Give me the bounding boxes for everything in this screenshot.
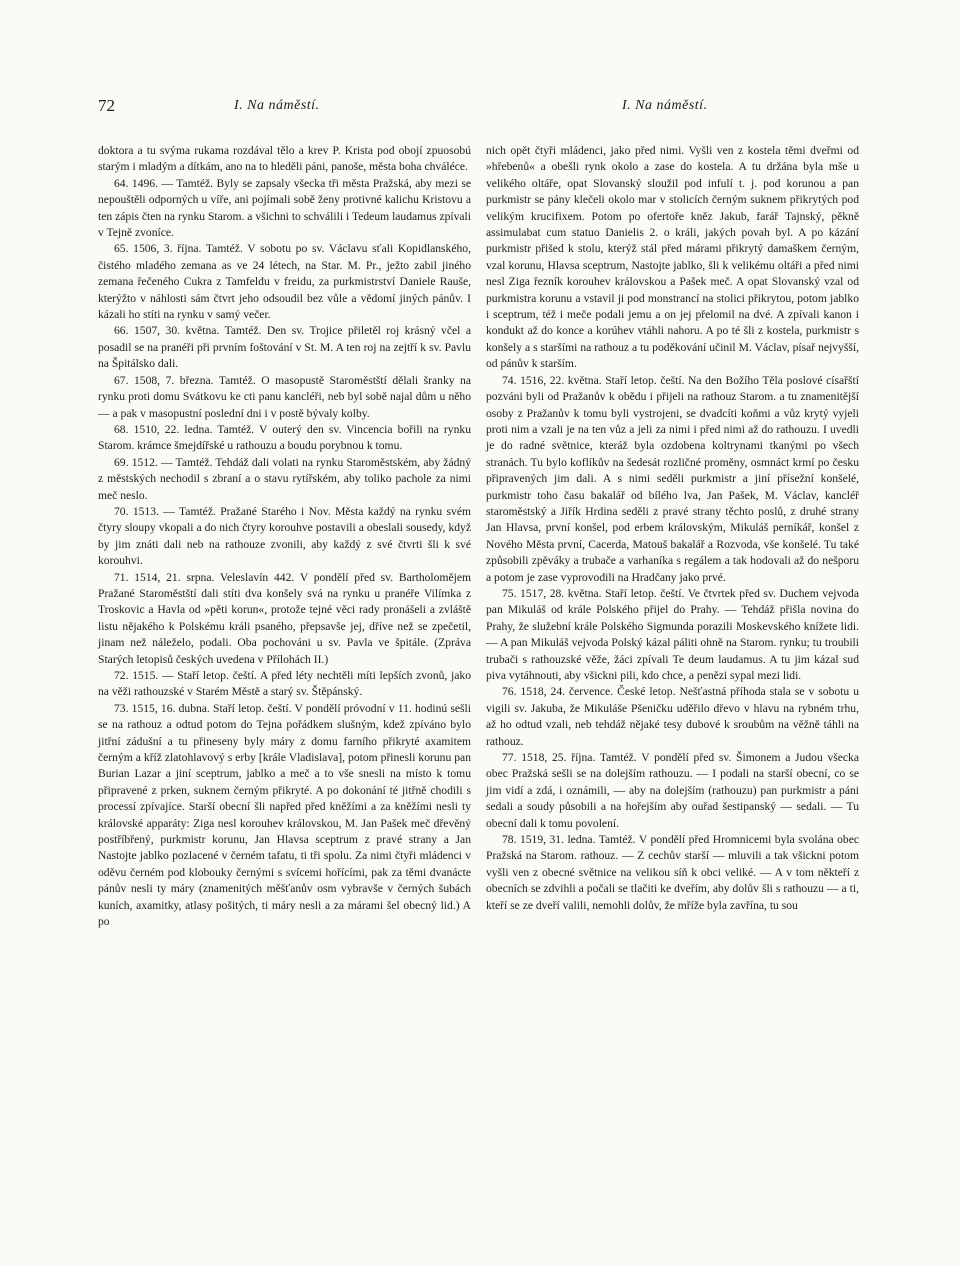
entry-76: 76. 1518, 24. července. České letop. Nešťastná příhoda stala se v sobotu u vigili sv. Jakuba, že Mikuláše Pšeničku uděřilo dřevo v hlavu na rybném trhu, až ho odtud vzali, neb tehdáž nějaké tesy dubové k sroubům na věžně táhli na rathouz.	[486, 685, 859, 748]
entry-75: 75. 1517, 28. května. Staří letop. čeští. Ve čtvrtek před sv. Duchem vejvoda pan Mikuláš od krále Polského přijel do Prahy. — Tehdáž přišla novina do Prahy, že služební krále Polského Sigmunda porazili Moskevského knížete lidi. — A pan Mikuláš vejvoda Polský kázal páliti ohně na Starom. rynku; tu troubili trubači s rathouzské věže, žáci zpívali Te deum laudamus. A tu jim kázal sud piva vytáhnouti, aby všickni pili, kdo chce, a penězi sypal mezi lidi.	[486, 586, 859, 682]
page-header	[98, 96, 858, 120]
left-column	[98, 143, 471, 931]
entry-68: 68. 1510, 22. ledna. Tamtéž. V outerý den sv. Vincencia bořili na rynku Starom. krámce šmejdířské u rathouzu a boudu porybnou k tomu.	[98, 422, 471, 453]
paragraph: nich opět čtyři mládenci, jako před nimi. Vyšli ven z kostela těmi dveřmi od »hřebenů« a obešli rynk okolo a zase do kostela. A tu držána byla mše u velikého oltáře, opat Slovanský sloužil pod infulí t. j. pod korunou a pan purkmistr se pány klečeli okolo mar v stolicích černým suknem přikrytých pod velikým krucifixem. Potom po ofertoře kněz Jakub, farář Tajnský, pěkně assimulabat cum statuo Danielis 2. o králi, jakých povah byl. A po kázání purkmistr přišed k stolu, kterýž stál před márami přikrytý damaškem černým, vzal korunu, Hlavsa sceptrum, Nastojte jablko, šli k velikému oltáři a před nimi nesl Ziga řezník korouhev královskou a Pašek meč. A opat Slovanský vzal od purkmistra korunu a vstavil ji pod monstrancí na stolici přikrytou, potom jablko i sceptrum, též i meče podali jemu a on jej přelomil na dvé. A zpívali kanon i kondukt až do konce a korúhev vtáhli nahoru. A po té šli z kostela, purkmistr s konšely a s staršími na rathouz a tu poděkování učinil M. Václav, písař nejvyšší, od pánův k starším.	[486, 144, 859, 371]
paragraph: doktora a tu svýma rukama rozdával tělo a krev P. Krista pod obojí zpuosobú starým i mladým a dítkám, ano na to hleděli páni, panoše, města boha chváléce.	[98, 144, 471, 174]
entry-74: 74. 1516, 22. května. Staří letop. čeští. Na den Božího Těla poslové císařští pozváni byli od Pražanův k obědu i přijeli na rathouz Starom. a tu znamenitější osoby z Pražanův k tomu byli vystrojeni, se dvadcíti koňmi a vůz krytý vyjeli proti nim a vzali je na ten vůz a jeli za nimi i před nimi až do rathouzu. I uvedli je do radné světnice, kteráž byla ozdobena koltrynami tkanými po všech stranách. Tu bylo koflíkův na šedesát rozličné proměny, osmnáct krmí po česku připravených jim dali. A s nimi seděli purkmistr a jiní přísežní konšelé, purkmistr toho času bakalář od bílého lva, Jan Pašek, M. Václav, kancléř staroměstský a Jiřík Hrdina seděli z pravé strany těchto poslů, z druhé strany Jan Hlavsa, první konšel, pod erbem královským, Mikuláš perníkář, konšel z Nového Města první, Cacerda, Matouš bakalář a Rozvoda, vše konšelé. Tu také způsobili zpěváky a trubače a varhaníka s regálem a tak hodovali až do nešporu a potom je zase vyprovodili na Hradčany jako prvé.	[486, 373, 859, 584]
entry-71: 71. 1514, 21. srpna. Veleslavín 442. V pondělí před sv. Bartholomějem Pražané Staroměstští dali stíti dva konšely svá na rynku u pranéře Vilímka z Troskovic a Havla od »pěti korun«, protože tejné věci rady pronášeli a zvláště listu nějakého k Polskému králi psaného, přepsavše jej, dříve než se zpečetil, jinam než náleželo, podali. Oba pochováni u sv. Pavla ve špitále. (Zpráva Starých letopisů českých uvedena v Přílohách II.)	[98, 570, 471, 666]
running-head-right: I. Na náměstí.	[622, 98, 708, 113]
entry-67: 67. 1508, 7. března. Tamtéž. O masopustě Staroměstští dělali šranky na rynku proti domu Svátkovu ke cti panu kancléři, neb byl sobě najal dům u něho — a pak v masopustní poslední dni i v postě bývaly kolby.	[98, 373, 471, 420]
right-column	[486, 143, 859, 914]
entry-64: 64. 1496. — Tamtéž. Byly se zapsaly všecka tři města Pražská, aby mezi se nepouštěli odporných u víře, ani pojímali sobě ženy protivné kalichu Kristovu a ten zápis čten na rynku Starom. a všichni to schválili i Tedeum laudamus zpívali v Tejně zvoníce.	[98, 176, 471, 240]
entry-69: 69. 1512. — Tamtéž. Tehdáž dali volati na rynku Staroměstském, aby žádný z městských nechodil s zbraní a o stavu rytířském, aby toliko pachole za nimi meč neslo.	[98, 455, 471, 502]
entry-73: 73. 1515, 16. dubna. Staří letop. čeští. V pondělí próvodní v 11. hodinú sešli se na rathouz a odtud potom do Tejna pořádkem slušným, kdež zpíváno bylo jitřní zádušní a tu přineseny byly máry z domu farního přikryté axamitem černým a kříž zlatohlavový s erby [krále Vladislava], potom přinesli korunu pan Burian Lazar a jiní sceptrum, jablko a meč a to vše snesli na místo k tomu připravené z prken, suknem černým přikryté. A po dokonání té jitřně chodili s processí zpívajíce. Starší obecní šli napřed před kněžími a za kněžími nesli ty královské apparáty: Ziga nesl korouhev královskou, M. Jan Pašek meč dřevěný postříbřený, purkmistr korunu, Jan Hlavsa sceptrum z pravé strany a Jan Nastojte jablko pozlacené v černém tafatu, ti tři spolu. Za nimi čtyři mládenci v oděvu černém pod klobouky černými s svícemi hořícími, pak za těmi dvanácte pánův nesli ty máry (znamenitých měšťanův osm vybravše v černých šubách kuních, axamitky, atlasy pošitých, ti máry nesli a za márami šel obecný lid.) A po	[98, 701, 471, 929]
running-head-left: I. Na náměstí.	[234, 98, 320, 113]
entry-65: 65. 1506, 3. října. Tamtéž. V sobotu po sv. Václavu sťali Kopidlanského, čistého mladého zemana as ve 24 létech, na Star. M. Pr., ježto zabil jiného zemana řečeného Cukra z Tamfeldu v freidu, za purkmistrství Daniele Rauše, kterýžto v náhlosti sám čtvrt jeho odsoudil bez vůle a vědomí jiných pánův. I kázali ho stíti na rynku v samý večer.	[98, 242, 471, 322]
entry-66: 66. 1507, 30. května. Tamtéž. Den sv. Trojice přiletěl roj krásný včel a posadil se na pranéři při prvním foštování v St. M. A ten roj na zejtří k sv. Pavlu na Špitálsko dali.	[98, 324, 471, 371]
entry-70: 70. 1513. — Tamtéž. Pražané Starého i Nov. Města každý na rynku svém čtyry sloupy vkopali a do nich čtyry korouhve postavili a obeslali sousedy, když by jim znáti dali neb na rathouze zvonili, aby každý z své čtvrti šli k své korouhvi.	[98, 504, 471, 568]
entry-77: 77. 1518, 25. října. Tamtéž. V pondělí před sv. Šimonem a Judou všecka obec Pražská sešli se na dolejším rathouzu. — I podali na starší obecní, co se jim vidí a zdá, i oznámili, — aby na dolejším (rathouzu) pan purkmistr a páni sedali a soudy působili a na hořejším aby ouřad šestipanský — sedali. — Tu obecní dali k tomu povolení.	[486, 751, 859, 830]
entry-78: 78. 1519, 31. ledna. Tamtéž. V pondělí před Hromnicemi byla svolána obec Pražská na Starom. rathouz. — Z cechův starší — mluvili a tak všickni potom vyšli ven z obecné světnice na velikou síň k obci veliké. — A v tom někteří z obecních se zdvihli a počali se tlačiti ke dveřím, aby dolův šli s rathouzu — a ti, kteří se ze dveří valili, nemohli dolův, že mříže byla zavřína, tu sou	[486, 833, 859, 912]
entry-72: 72. 1515. — Staří letop. čeští. A před léty nechtěli míti lepších zvonů, jako na věži rathouzské v Starém Městě a starý sv. Štěpánský.	[98, 669, 471, 699]
page-number: 72	[98, 96, 115, 115]
